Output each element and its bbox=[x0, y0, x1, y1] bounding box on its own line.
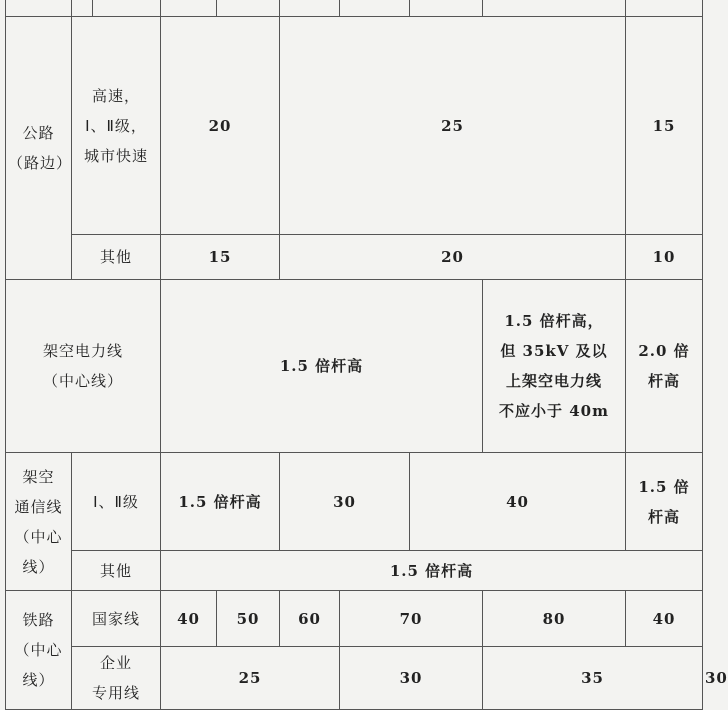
value-cell: 15 bbox=[626, 17, 703, 235]
value-cell: 35 bbox=[483, 647, 703, 710]
value-cell: 20 bbox=[280, 235, 626, 280]
value-cell: 40 bbox=[161, 591, 217, 647]
table-row: 企业 专用线 25 30 35 30 bbox=[6, 647, 703, 710]
value-cell: 1.5 倍杆高 bbox=[161, 453, 280, 551]
value-cell: 1.5 倍杆高 bbox=[161, 551, 703, 591]
value-cell: 40 bbox=[410, 453, 626, 551]
category-comm-line bbox=[6, 453, 72, 591]
cell-text: 架空电力线 （中心线） bbox=[42, 342, 123, 390]
table-row bbox=[6, 591, 703, 647]
value-cell: 30 bbox=[280, 453, 410, 551]
sub-highway-expressway bbox=[72, 17, 161, 235]
table-row bbox=[6, 0, 703, 17]
sub-highway-other: 其他 bbox=[72, 235, 161, 280]
table-row bbox=[6, 17, 703, 235]
power-line-value: 1.5 倍杆高 bbox=[279, 357, 364, 375]
cell-text: 高速， Ⅰ、Ⅱ级， 城市快速 bbox=[83, 86, 148, 165]
table-row bbox=[6, 453, 703, 551]
value-cell bbox=[626, 453, 703, 551]
table-row bbox=[6, 551, 703, 591]
value-cell: 30 bbox=[340, 647, 483, 710]
value-cell bbox=[483, 280, 626, 453]
category-power-line bbox=[6, 280, 161, 453]
value-cell: 25 bbox=[280, 17, 626, 235]
value-cell: 80 bbox=[483, 591, 626, 647]
spacing-table bbox=[5, 0, 728, 710]
value-cell: 70 bbox=[340, 591, 483, 647]
cell-text: 架空 通信线 （中心线） bbox=[14, 467, 63, 576]
value-cell: 20 bbox=[161, 17, 280, 235]
category-highway bbox=[6, 17, 72, 280]
value-cell: 15 bbox=[161, 235, 280, 280]
value-cell: 10 bbox=[626, 235, 703, 280]
cell-text: 2.0 倍 杆高 bbox=[638, 342, 690, 390]
cell-text: 1.5 倍 杆高 bbox=[638, 477, 690, 526]
value-cell bbox=[161, 280, 483, 453]
cell-text: 企业 专用线 bbox=[91, 654, 140, 702]
value-cell bbox=[626, 280, 703, 453]
value-cell: 60 bbox=[280, 591, 340, 647]
value-cell: 40 bbox=[626, 591, 703, 647]
cell-text: 铁路 （中心线） bbox=[14, 611, 63, 689]
value-cell: 25 bbox=[161, 647, 340, 710]
cell-text: 公路 （路边） bbox=[8, 124, 73, 172]
cell-text: 1.5 倍杆高， 但 35kV 及以 上架空电力线 不应小于 40m bbox=[499, 312, 609, 420]
category-railway bbox=[6, 591, 72, 710]
sub-railway-enterprise bbox=[72, 647, 161, 710]
sub-comm-other: 其他 bbox=[72, 551, 161, 591]
table-row bbox=[6, 280, 703, 453]
sub-railway-national: 国家线 bbox=[72, 591, 161, 647]
sub-comm-level: Ⅰ、Ⅱ级 bbox=[72, 453, 161, 551]
table-row bbox=[6, 235, 703, 280]
value-cell: 50 bbox=[217, 591, 280, 647]
